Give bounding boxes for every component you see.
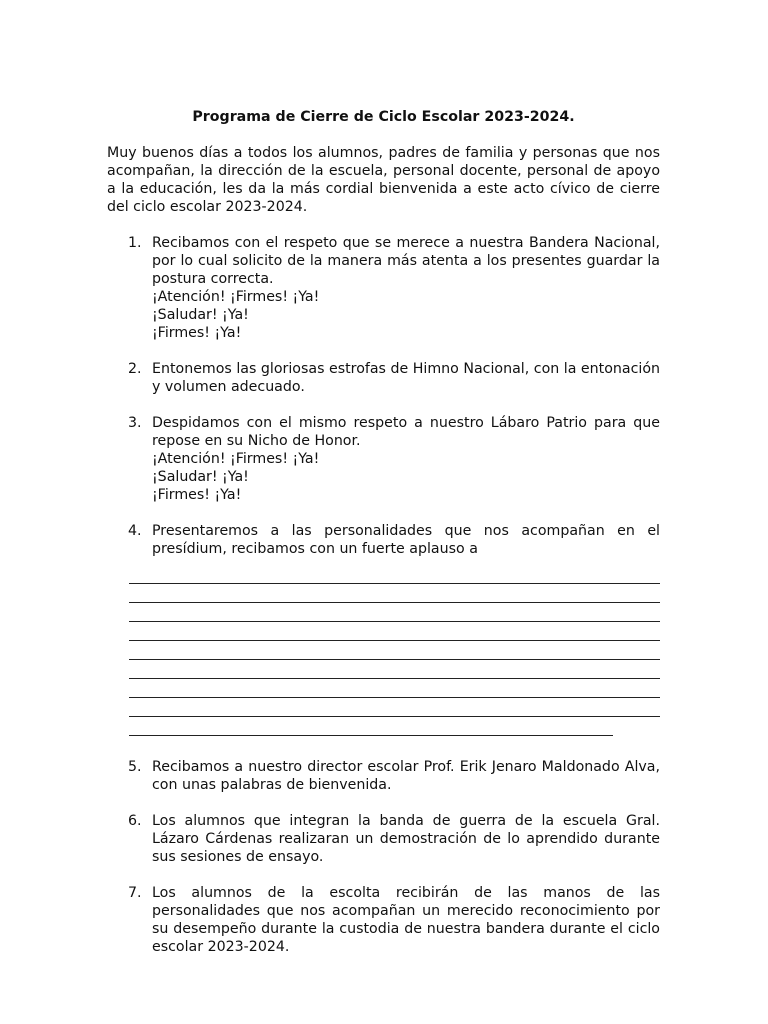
item-number: 4. [128,523,142,539]
command-line: ¡Firmes! ¡Ya! [152,487,242,503]
intro-paragraph: Muy buenos días a todos los alumnos, padres de familia y personas que nos acompañan, la dirección de la escuela, personal docente, personal de apoyo a la educación, les da la más cordial bienvenida a este acto cívico de cierre del ciclo escolar 2023-2024. [107,145,660,215]
list-item [107,414,660,504]
item-number: 3. [128,415,142,431]
document-page [107,108,660,974]
item-number: 2. [128,361,142,377]
item-text-line: presídium, recibamos con un fuerte aplauso a [152,541,478,557]
item-text: Los alumnos que integran la banda de guerra de la escuela Gral. Lázaro Cárdenas realizaran un demostración de lo aprendido durante sus sesiones de ensayo. [152,813,660,865]
list-item [107,812,660,866]
blank-line [129,585,660,603]
item-number: 5. [128,759,142,775]
command-line: ¡Firmes! ¡Ya! [152,325,242,341]
item-text: Recibamos con el respeto que se merece a nuestra Bandera Nacional, por lo cual solicito de la manera más atenta a los presentes guardar la postura correcta. [152,235,660,287]
item-number: 1. [128,235,142,251]
command-line: ¡Atención! ¡Firmes! ¡Ya! [152,289,320,305]
command-line: ¡Saludar! ¡Ya! [152,469,249,485]
item-text: Recibamos a nuestro director escolar Prof. Erik Jenaro Maldonado Alva, con unas palabras de bienvenida. [152,759,660,793]
list-item [107,360,660,396]
list-item [107,234,660,342]
item-text: Entonemos las gloriosas estrofas de Himno Nacional, con la entonación y volumen adecuado. [152,361,660,395]
item-text-line: Presentaremos a las personalidades que nos acompañan en el [152,523,660,539]
blank-lines [129,566,660,736]
list-item [107,884,660,956]
blank-line [129,642,660,660]
list-item [107,758,660,794]
document-title: Programa de Cierre de Ciclo Escolar 2023-2024. [192,109,575,125]
command-line: ¡Saludar! ¡Ya! [152,307,249,323]
program-list [107,234,660,956]
item-number: 7. [128,885,142,901]
item-text: Los alumnos de la escolta recibirán de las manos de las personalidades que nos acompañan un merecido reconocimiento por su desempeño durante la custodia de nuestra bandera durante el ciclo escolar 2023-2024. [152,885,660,955]
blank-line [129,604,660,622]
list-item [107,522,660,736]
item-text: Despidamos con el mismo respeto a nuestro Lábaro Patrio para que repose en su Nicho de Honor. [152,415,660,449]
blank-line [129,718,613,736]
blank-line [129,623,660,641]
blank-line [129,699,660,717]
blank-line [129,680,660,698]
blank-line [129,661,660,679]
item-number: 6. [128,813,142,829]
command-line: ¡Atención! ¡Firmes! ¡Ya! [152,451,320,467]
blank-line [129,566,660,584]
